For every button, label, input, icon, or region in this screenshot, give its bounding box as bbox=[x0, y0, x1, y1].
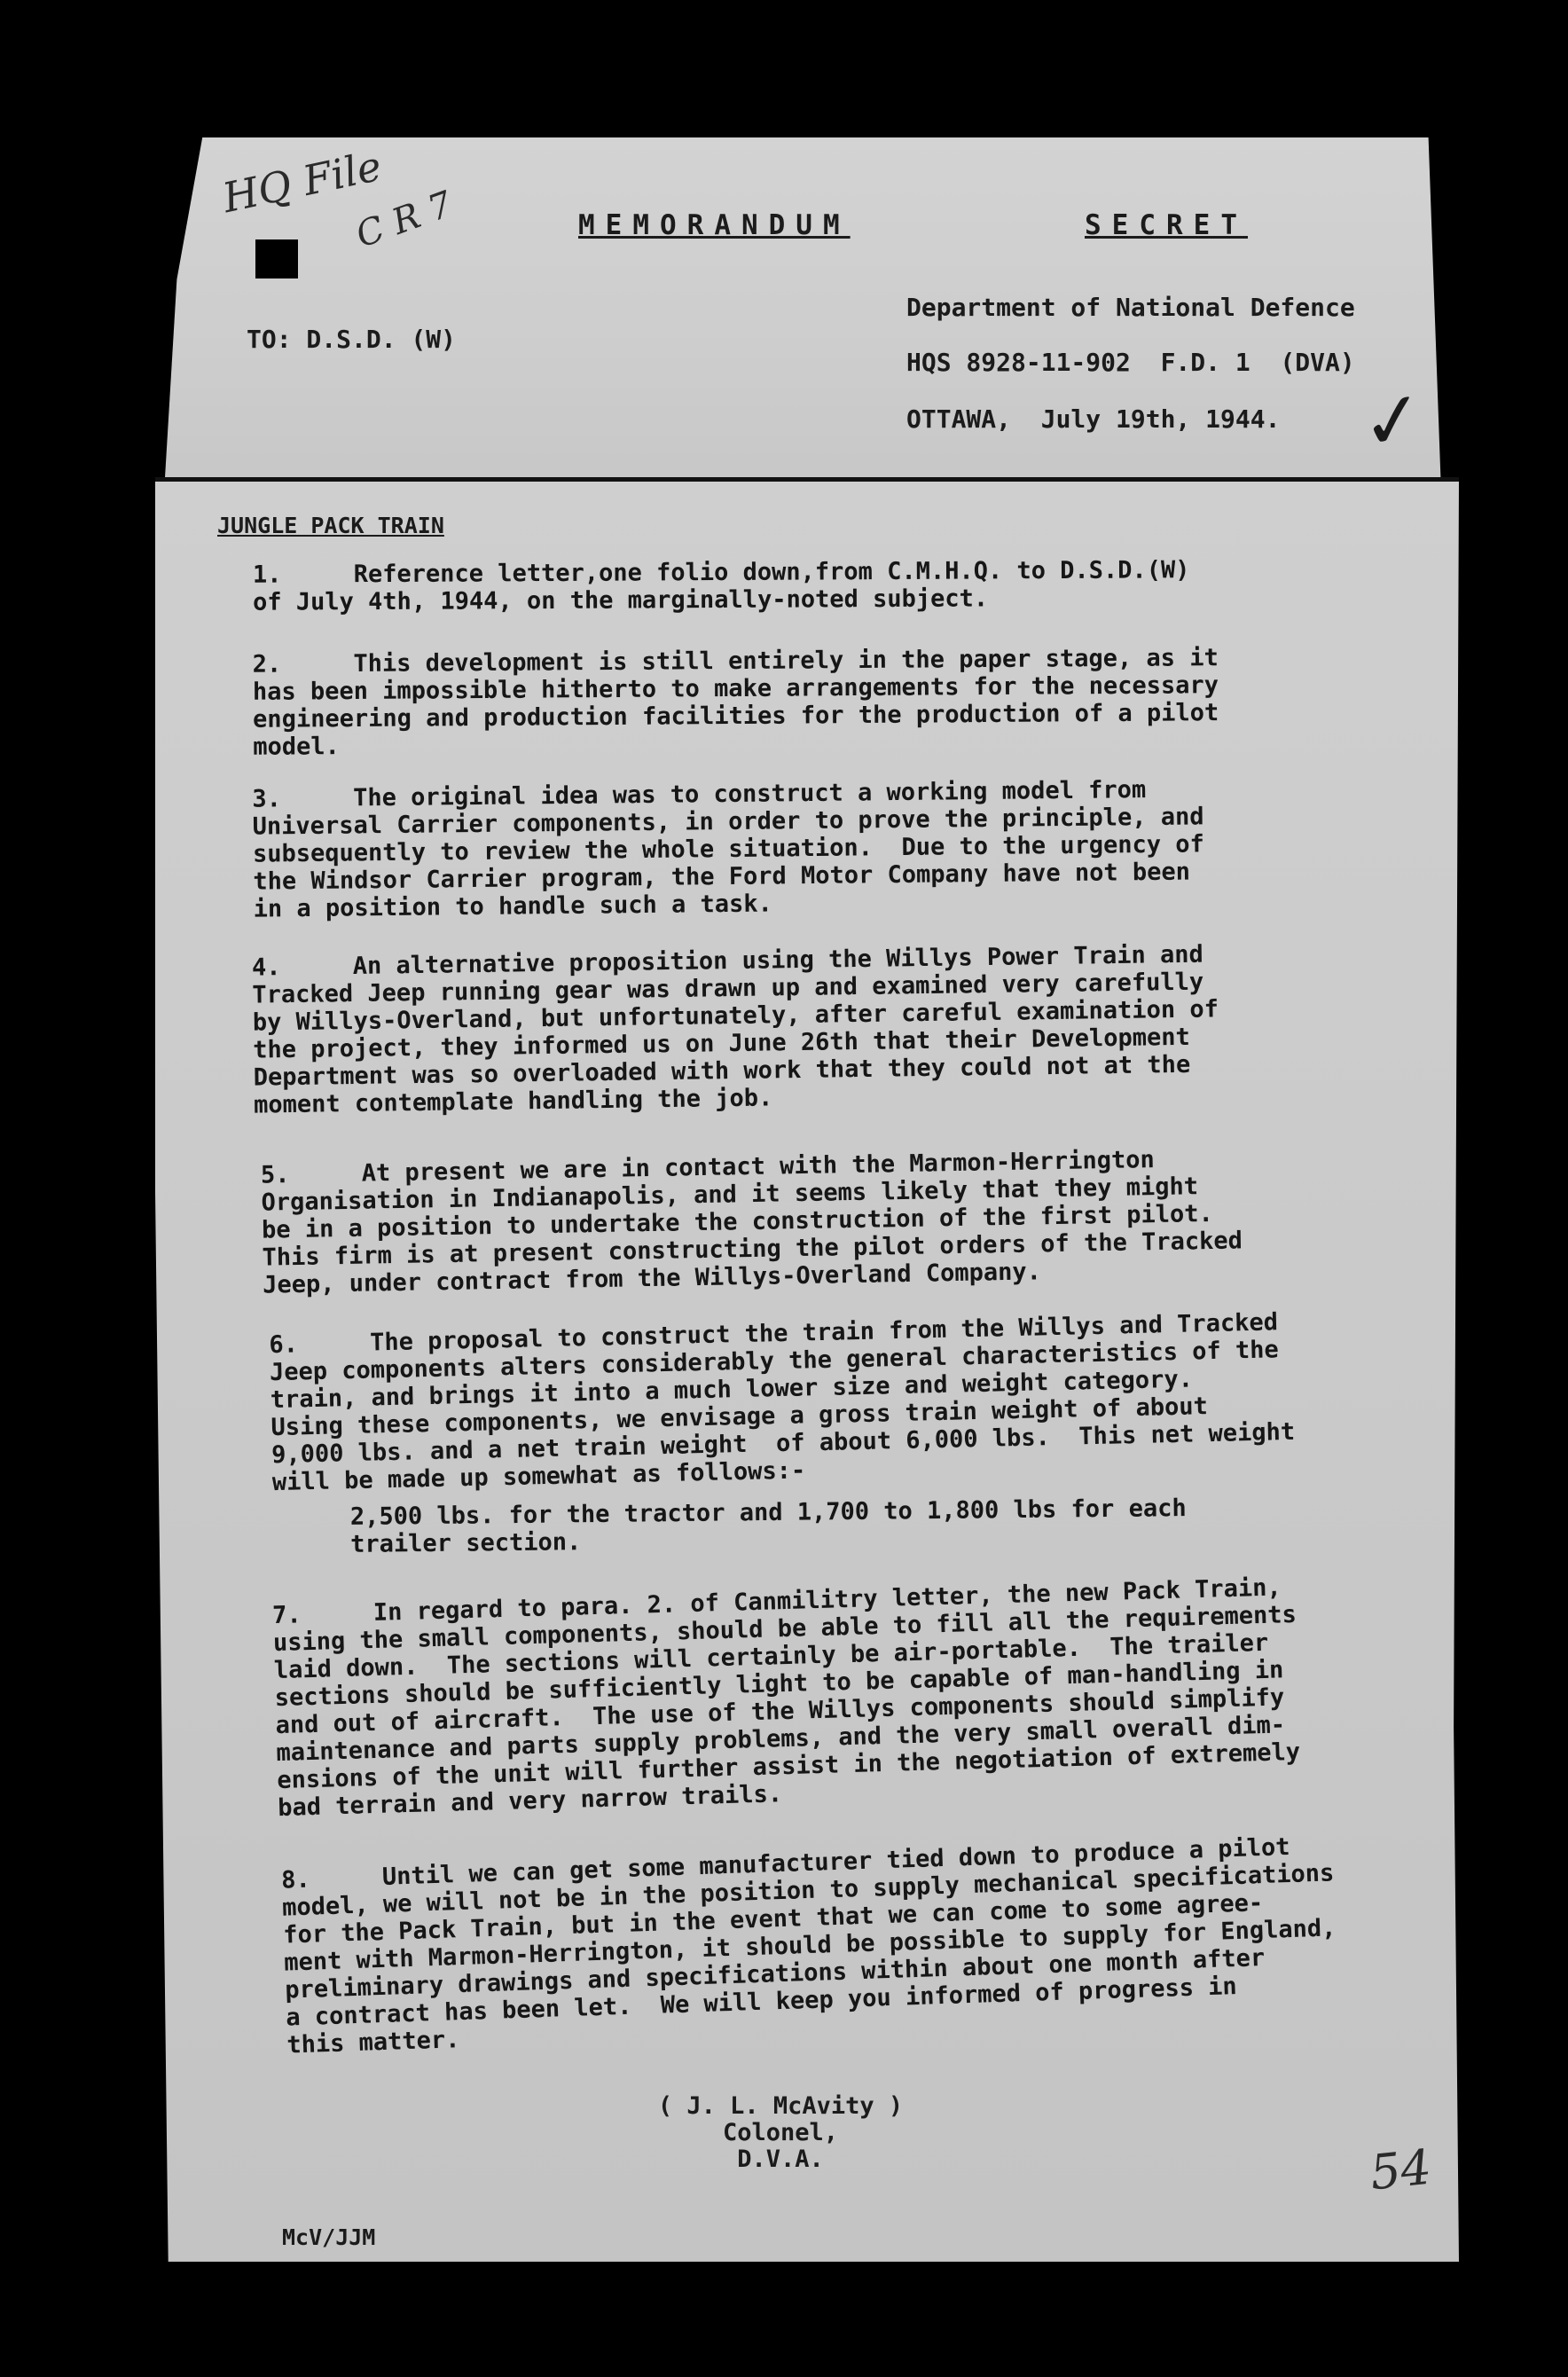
reference-initials: McV/JJM bbox=[282, 2224, 376, 2250]
department-name: Department of National Defence bbox=[906, 293, 1355, 322]
paragraph-7: 7. In regard to para. 2. of Canmilitry letter, the new Pack Train, using the small components, should be able to fill all the requirements laid down. The sections will certainly be air-portable. The trailer sections should be sufficiently light to be capable of man-handling in and out of aircraft. The use of the Willys components should simplify maintenance and parts supply problems, and the very small overall dim- ensions of the unit will further assist in the negotiation of extremely bad terrain and very narrow trails. bbox=[271, 1573, 1301, 1823]
paragraph-4: 4. An alternative proposition using the Willys Power Train and Tracked Jeep running gear was drawn up and examined very carefully by Willys-Overland, but unfortunately, after careful examination of the project, they informed us on June 26th that their Development Department was so overloaded with work that they could not at the moment contemplate handling the job. bbox=[251, 940, 1219, 1119]
date-line: OTTAWA, July 19th, 1944. bbox=[906, 404, 1281, 434]
handwritten-note-secondary: C R 7 bbox=[350, 184, 459, 256]
handwritten-note: HQ File bbox=[218, 141, 386, 223]
weight-breakdown: 2,500 lbs. for the tractor and 1,700 to 1,800 lbs for each trailer section. bbox=[349, 1494, 1187, 1558]
signature-block bbox=[639, 2093, 922, 2173]
redaction-block bbox=[255, 239, 298, 278]
paragraph-5: 5. At present we are in contact with the Marmon-Herrington Organisation in Indianapolis, and it seems likely that they might be in a position to undertake the construction of the first pilot. This firm is at present constructing the pilot orders of the Tracked Jeep, under contract from the Willys-Overland Company. bbox=[260, 1146, 1243, 1299]
recipient-line: TO: D.S.D. (W) bbox=[247, 325, 457, 354]
paragraph-1: 1. Reference letter,one folio down,from C.M.H.Q. to D.S.D.(W) of July 4th, 1944, on the marginally-noted subject. bbox=[252, 556, 1190, 616]
handwritten-page-mark: 54 bbox=[1367, 2138, 1434, 2201]
signatory-title: D.V.A. bbox=[737, 2146, 824, 2173]
paragraph-3: 3. The original idea was to construct a working model from Universal Carrier components, in order to prove the principle, and subsequently to review the whole situation. Due to the urgency of the Windsor Carrier program, the Ford Motor Company have not been in a position to handle such a task. bbox=[252, 776, 1204, 923]
classification-label: SECRET bbox=[1085, 209, 1248, 241]
memo-title: MEMORANDUM bbox=[578, 209, 851, 241]
file-reference: HQS 8928-11-902 F.D. 1 (DVA) bbox=[906, 348, 1355, 377]
header-divider bbox=[155, 477, 1459, 482]
check-mark-icon: ✓ bbox=[1355, 373, 1431, 470]
paragraph-8: 8. Until we can get some manufacturer tied down to produce a pilot model, we will not be in the position to supply mechanical specifications for the Pack Train, but in the event that we can come to some agree- ment with Marmon-Herrington, it should be possible to supply for England, preliminary drawings and specifications within about one month after a contract has been let. We will keep you informed of progress in this matter. bbox=[280, 1833, 1337, 2059]
signatory-rank: Colonel, bbox=[722, 2119, 839, 2146]
subject-heading: JUNGLE PACK TRAIN bbox=[217, 513, 444, 538]
paragraph-6: 6. The proposal to construct the train from the Willys and Tracked Jeep components alters considerably the general characteristics of the train, and brings it into a much lower size and weight category. Using these components, we envisage a gross train weight of about 9,000 lbs. and a net train weight of about 6,000 lbs. This net weight will be made up somewhat as follows:- bbox=[269, 1308, 1296, 1497]
signatory-name: ( J. L. McAvity ) bbox=[657, 2092, 904, 2120]
paragraph-2: 2. This development is still entirely in the paper stage, as it has been impossible hitherto to make arrangements for the necessary engineering and production facilities for the production of a pilot model. bbox=[252, 644, 1219, 761]
